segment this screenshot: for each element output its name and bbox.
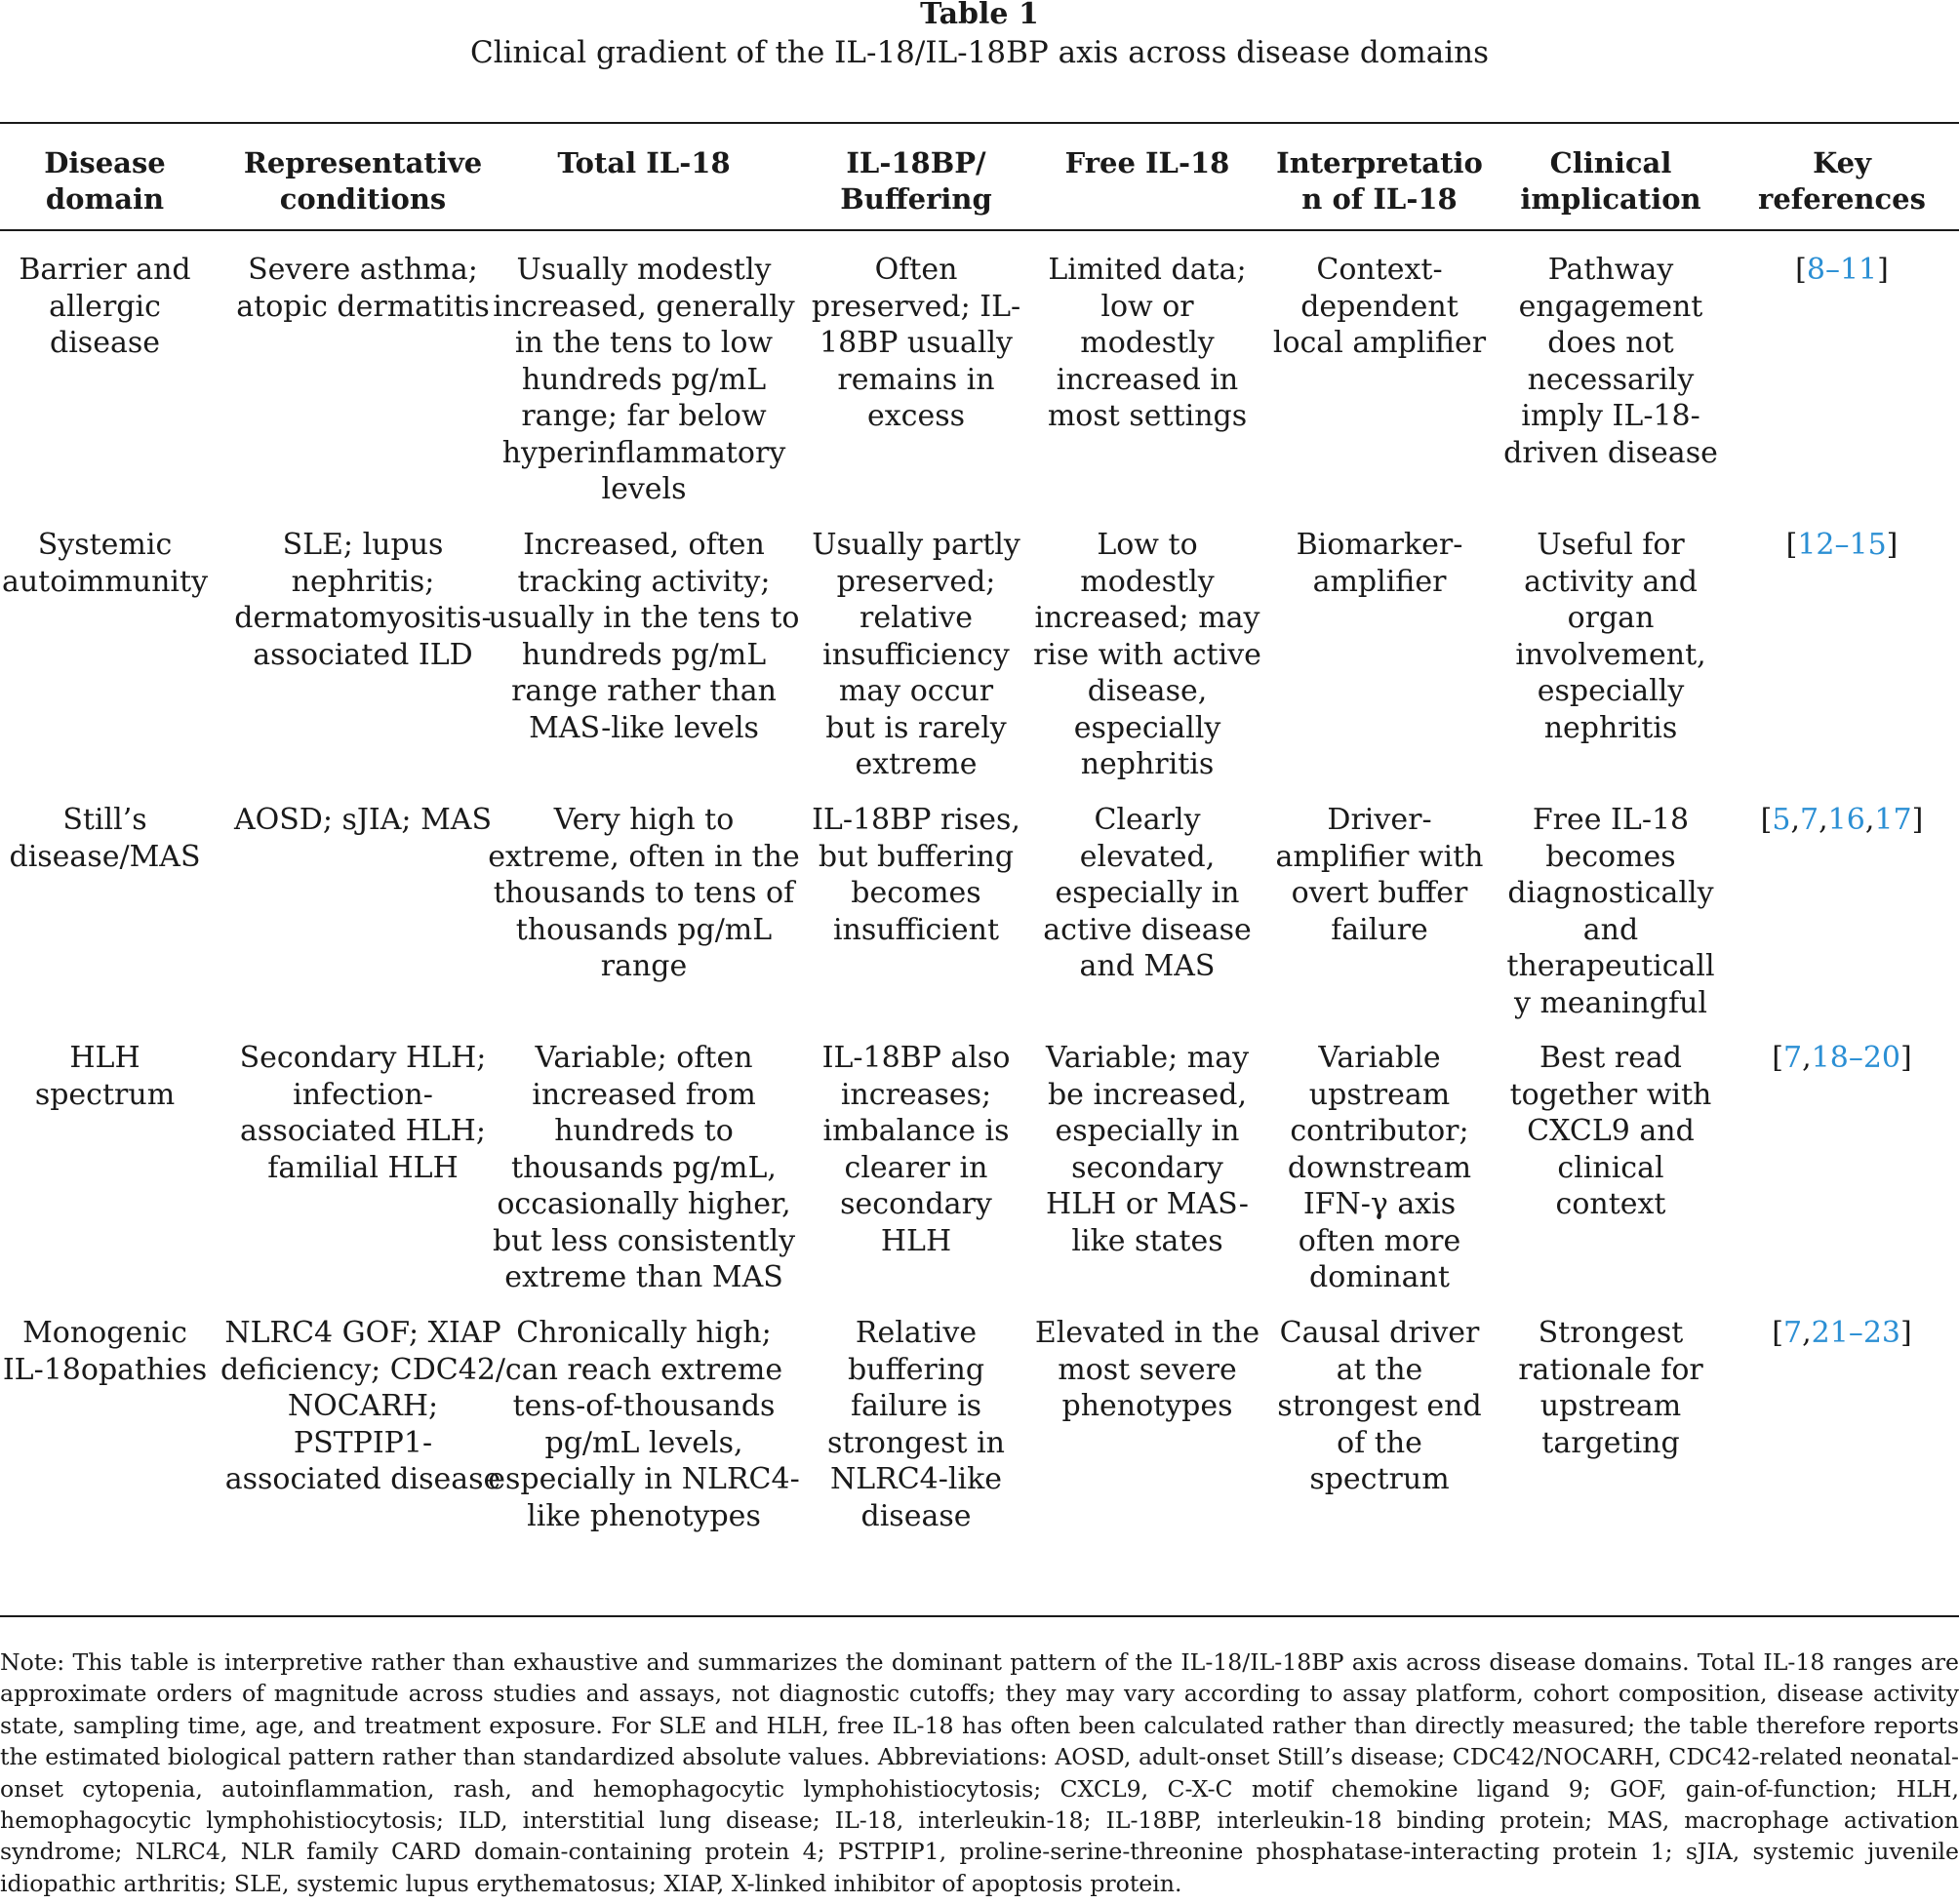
table-bottom-rule	[0, 1615, 1959, 1617]
header-clinical-implication: Clinical implication	[1520, 146, 1701, 216]
cell-implication: Useful for activity and organ involvement, especially nephritis	[1515, 528, 1706, 745]
cell-conditions: NLRC4 GOF; XIAP deficiency; CDC42/ NOCARH; PSTPIP1-associated disease	[220, 1316, 506, 1496]
cell-total-il18: Very high to extreme, often in the thousands to tens of thousands pg/mL range	[488, 803, 800, 983]
header-representative-conditions: Representative conditions	[243, 146, 483, 216]
cell-disease-domain: HLH spectrum	[34, 1041, 176, 1112]
reference-link[interactable]: 21–23	[1811, 1316, 1900, 1350]
cell-implication: Best read together with CXCL9 and clinical context	[1509, 1041, 1712, 1221]
cell-implication: Pathway engagement does not necessarily imply IL-18-driven disease	[1503, 253, 1718, 470]
cell-buffering: IL-18BP rises, but buffering becomes insufficient	[812, 803, 1020, 947]
cell-conditions: Severe asthma; atopic dermatitis	[236, 253, 490, 324]
table-title-block	[0, 0, 1959, 72]
cell-buffering: Usually partly preserved; relative insufficiency may occur but is rarely extreme	[812, 528, 1020, 781]
cell-free-il18: Elevated in the most severe phenotypes	[1034, 1316, 1260, 1423]
cell-total-il18: Chronically high; can reach extreme tens-of-thousands pg/mL levels, especially in NLRC4-like phenotypes	[488, 1316, 800, 1533]
header-il18bp-buffering: IL-18BP/ Buffering	[840, 146, 992, 216]
cell-references: [7,21–23]	[1772, 1316, 1912, 1350]
header-interpretation: Interpretation of IL-18	[1276, 146, 1483, 216]
cell-references: [5,7,16,17]	[1760, 803, 1924, 837]
cell-total-il18: Usually modestly increased, generally in the tens to low hundreds pg/mL range; far below hyperinflammatory levels	[493, 253, 795, 506]
cell-interpretation: Causal driver at the strongest end of the spectrum	[1277, 1316, 1482, 1496]
cell-disease-domain: Monogenic IL-18opathies	[2, 1316, 208, 1387]
reference-link[interactable]: 16	[1827, 803, 1865, 837]
reference-link[interactable]: 8–11	[1806, 253, 1878, 287]
cell-total-il18: Increased, often tracking activity; usually in the tens to hundreds pg/mL range rather than MAS-like levels	[488, 528, 800, 745]
table-top-rule	[0, 122, 1959, 124]
reference-link[interactable]: 12–15	[1797, 528, 1887, 562]
cell-interpretation: Biomarker-amplifier	[1296, 528, 1463, 599]
cell-disease-domain: Still’s disease/MAS	[9, 803, 201, 874]
cell-references: [7,18–20]	[1772, 1041, 1912, 1075]
header-total-il18: Total IL-18	[557, 146, 731, 179]
table-footnote: Note: This table is interpretive rather than exhaustive and summarizes the dominant pattern of the IL-18/IL-18BP axis across disease domains. Total IL-18 ranges are approximate orders of magnitude across studies and assays, not diagnostic cutoffs; they may vary according to assay platform, cohort composition, disease activity state, sampling time, age, and treatment exposure. For SLE and HLH, free IL-18 has often been calculated rather than directly measured; the table therefore reports the estimated biological pattern rather than standardized absolute values. Abbreviations: AOSD, adult-onset Still’s disease; CDC42/NOCARH, CDC42-related neonatal-onset cytopenia, autoinflammation, rash, and hemophagocytic lymphohistiocytosis; CXCL9, C-X-C motif chemokine ligand 9; GOF, gain-of-function; HLH, hemophagocytic lymphohistiocytosis; ILD, interstitial lung disease; IL-18, interleukin-18; IL-18BP, interleukin-18 binding protein; MAS, macrophage activation syndrome; NLRC4, NLR family CARD domain-containing protein 4; PSTPIP1, proline-serine-threonine phosphatase-interacting protein 1; sJIA, systemic juvenile idiopathic arthritis; SLE, systemic lupus erythematosus; XIAP, X-linked inhibitor of apoptosis protein.	[0, 1648, 1959, 1897]
cell-conditions: AOSD; sJIA; MAS	[233, 803, 493, 837]
cell-free-il18: Low to modestly increased; may rise with active disease, especially nephritis	[1033, 528, 1261, 781]
reference-link[interactable]: 17	[1874, 803, 1912, 837]
reference-link[interactable]: 7	[1800, 803, 1819, 837]
cell-free-il18: Clearly elevated, especially in active disease and MAS	[1043, 803, 1252, 983]
reference-link[interactable]: 18–20	[1811, 1041, 1900, 1075]
cell-total-il18: Variable; often increased from hundreds to thousands pg/mL, occasionally higher, but less consistently extreme than MAS	[492, 1041, 796, 1294]
header-rule	[0, 229, 1959, 231]
header-free-il18: Free IL-18	[1064, 146, 1230, 179]
cell-conditions: Secondary HLH; infection-associated HLH; familial HLH	[239, 1041, 487, 1185]
cell-disease-domain: Systemic autoimmunity	[1, 528, 209, 599]
cell-interpretation: Variable upstream contributor; downstream IFN-γ axis often more dominant	[1287, 1041, 1472, 1294]
cell-interpretation: Driver-amplifier with overt buffer failure	[1275, 803, 1484, 947]
reference-link[interactable]: 7	[1783, 1041, 1803, 1075]
cell-references: [8–11]	[1795, 253, 1889, 287]
table-caption: Clinical gradient of the IL-18/IL-18BP axis across disease domains	[469, 35, 1490, 70]
cell-free-il18: Variable; may be increased, especially in secondary HLH or MAS-like states	[1045, 1041, 1250, 1258]
cell-implication: Strongest rationale for upstream targeting	[1518, 1316, 1703, 1460]
cell-conditions: SLE; lupus nephritis; dermatomyositis-associated ILD	[234, 528, 492, 672]
cell-buffering: Often preserved; IL-18BP usually remains in excess	[811, 253, 1021, 433]
cell-buffering: IL-18BP also increases; imbalance is clearer in secondary HLH	[821, 1041, 1011, 1258]
cell-interpretation: Context-dependent local amplifier	[1272, 253, 1487, 360]
reference-link[interactable]: 7	[1783, 1316, 1803, 1350]
cell-buffering: Relative buffering failure is strongest in NLRC4-like disease	[826, 1316, 1006, 1533]
table-label: Table 1	[920, 0, 1039, 31]
cell-free-il18: Limited data; low or modestly increased in most settings	[1047, 253, 1248, 433]
cell-implication: Free IL-18 becomes diagnostically and therapeutically meaningful	[1506, 803, 1715, 1020]
header-key-references: Key references	[1758, 146, 1926, 216]
reference-link[interactable]: 5	[1772, 803, 1791, 837]
cell-references: [12–15]	[1785, 528, 1899, 562]
cell-disease-domain: Barrier and allergic disease	[19, 253, 191, 360]
header-disease-domain: Disease domain	[44, 146, 166, 216]
